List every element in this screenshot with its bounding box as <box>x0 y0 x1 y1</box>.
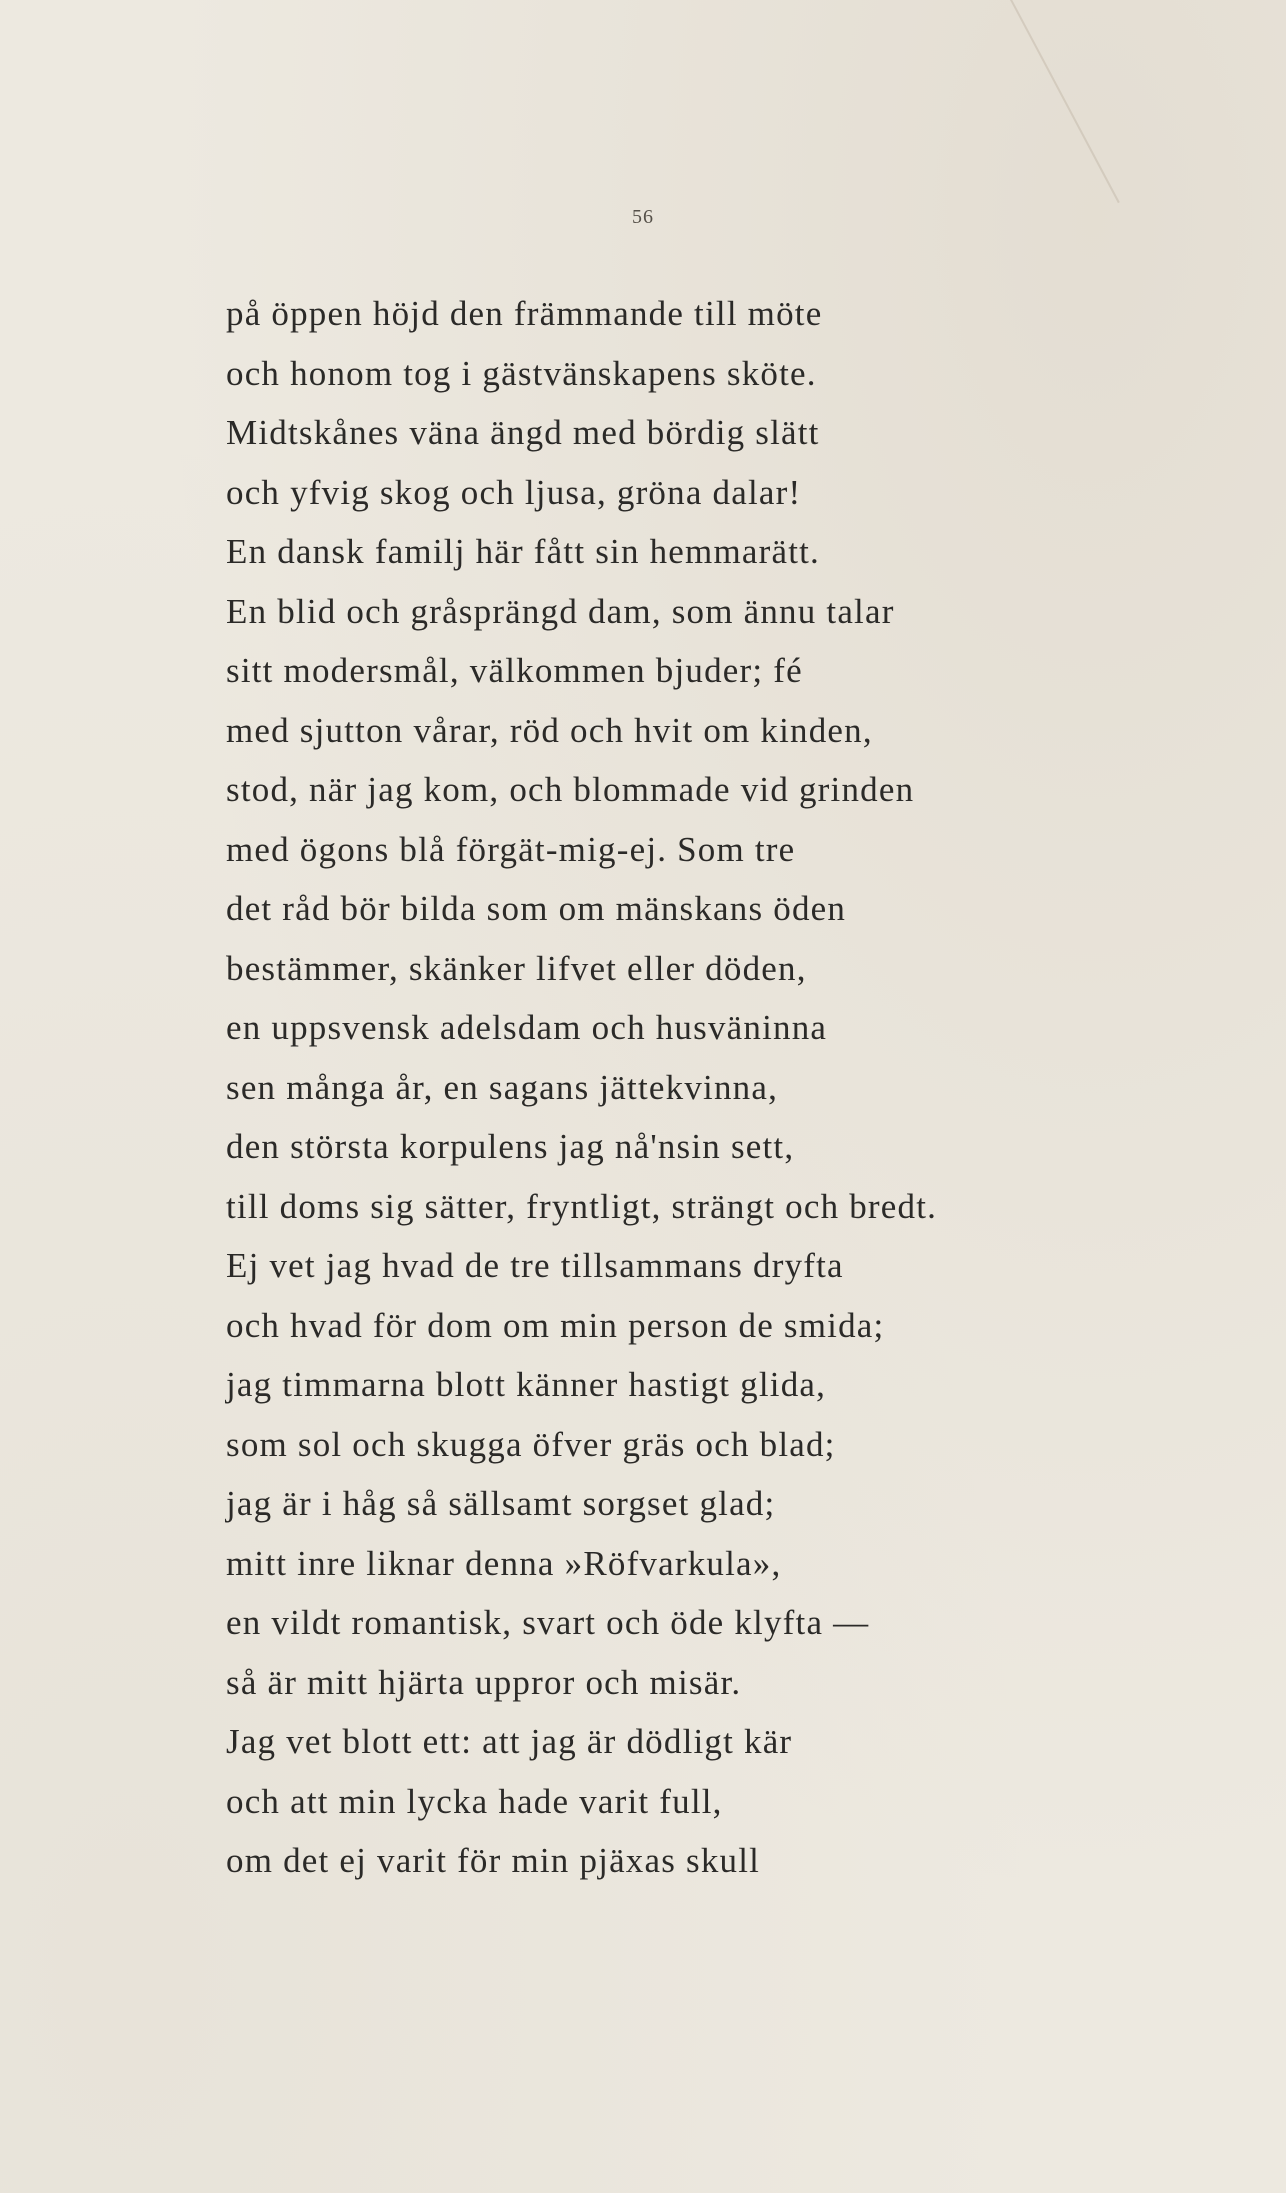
poem-line: jag timmarna blott känner hastigt glida, <box>226 1365 827 1404</box>
poem-line: om det ej varit för min pjäxas skull <box>226 1841 761 1880</box>
poem-line: på öppen höjd den främmande till möte <box>226 294 823 333</box>
poem-line: och yfvig skog och ljusa, gröna dalar! <box>226 472 802 512</box>
poem-line: och honom tog i gästvänskapens sköte. <box>226 353 817 393</box>
poem-line: En blid och gråsprängd dam, som ännu talar <box>226 591 895 631</box>
poem-line: den största korpulens jag nå'nsin sett, <box>226 1127 795 1166</box>
poem-line: och hvad för dom om min person de smida; <box>226 1305 885 1345</box>
poem-text <box>226 284 1256 1891</box>
paper-fold-mark <box>1010 0 1120 203</box>
poem-line: som sol och skugga öfver gräs och blad; <box>226 1424 836 1464</box>
poem-line: sitt modersmål, välkommen bjuder; fé <box>226 651 803 690</box>
poem-line: och att min lycka hade varit full, <box>226 1781 723 1821</box>
poem-line: med ögons blå förgät-mig-ej. Som tre <box>226 829 796 869</box>
poem-line: en vildt romantisk, svart och öde klyfta — <box>226 1603 870 1642</box>
poem-line: till doms sig sätter, fryntligt, strängt och bredt. <box>226 1186 938 1226</box>
poem-line: Jag vet blott ett: att jag är dödligt kär <box>226 1722 793 1761</box>
poem-line: bestämmer, skänker lifvet eller döden, <box>226 948 807 988</box>
poem-line: det råd bör bilda som om mänskans öden <box>226 889 847 928</box>
poem-line: sen många år, en sagans jättekvinna, <box>226 1067 779 1107</box>
page-number: 56 <box>632 206 654 228</box>
poem-line: En dansk familj här fått sin hemmarätt. <box>226 532 820 571</box>
poem-line: en uppsvensk adelsdam och husväninna <box>226 1008 828 1047</box>
poem-line: mitt inre liknar denna »Röfvarkula», <box>226 1543 782 1583</box>
poem-line: Midtskånes väna ängd med bördig slätt <box>226 413 820 452</box>
poem-line: Ej vet jag hvad de tre tillsammans dryfta <box>226 1246 844 1285</box>
poem-line: så är mitt hjärta uppror och misär. <box>226 1662 742 1702</box>
poem-line: med sjutton vårar, röd och hvit om kinden, <box>226 710 873 750</box>
poem-line: stod, när jag kom, och blommade vid grinden <box>226 770 915 809</box>
poem-line: jag är i håg så sällsamt sorgset glad; <box>226 1484 776 1523</box>
